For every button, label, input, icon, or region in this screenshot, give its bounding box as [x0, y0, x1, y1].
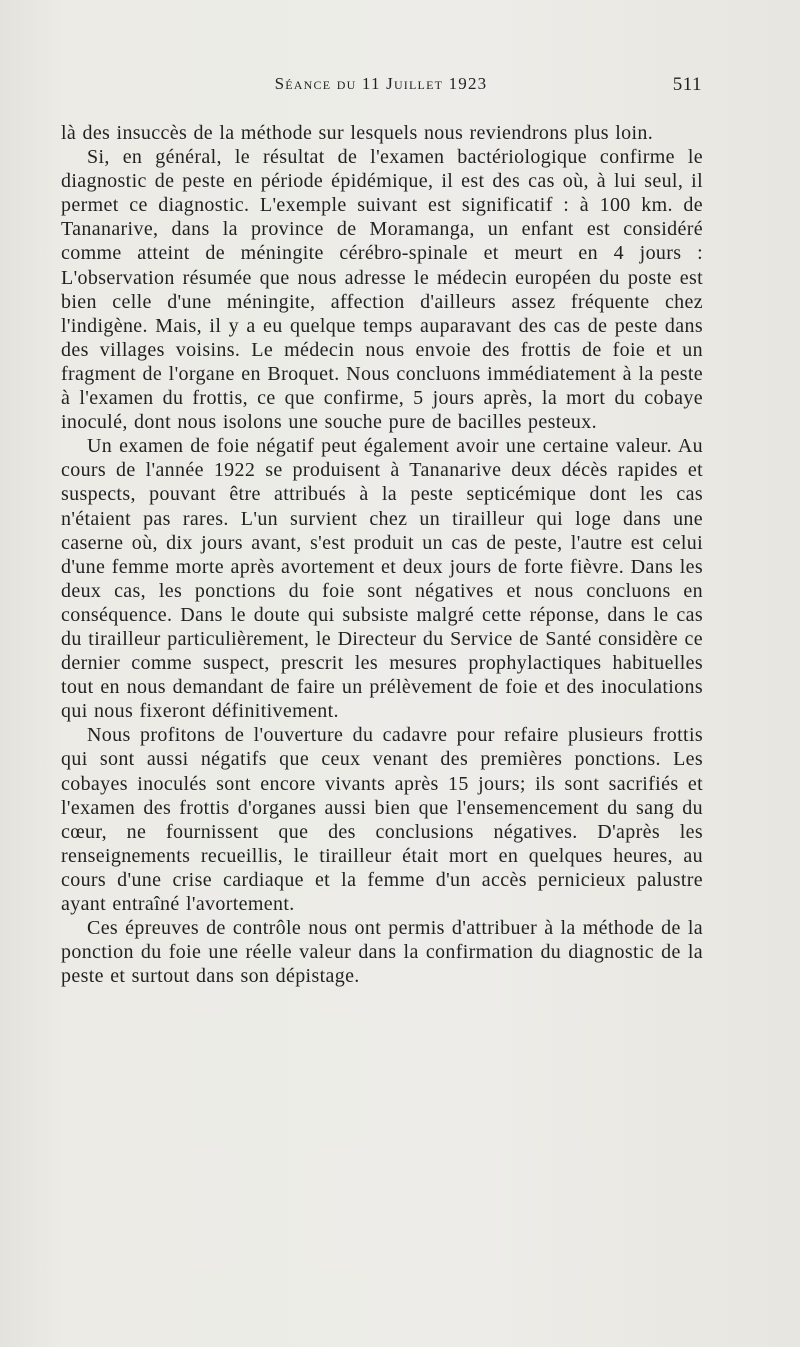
- running-head: Séance du 11 Juillet 1923: [274, 74, 488, 93]
- paragraph-bacteriological-exam: Si, en général, le résultat de l'examen bactériologique confirme le diagnostic de peste en période épidémique, il est des cas où, à lui seul, il permet ce diagnostic. L'exemple suivant est significatif : à 100 km. de Tananarive, dans la province de Moramanga, un enfant est considéré comme atteint de méningite cérébro-spinale et meurt en 4 jours : L'observation résumée que nous adresse le médecin européen du poste est bien celle d'une méningite, affection d'ailleurs assez fréquente chez l'indigène. Mais, il y a eu quelque temps auparavant des cas de peste dans des villages voisins. Le médecin nous envoie des frottis de foie et un fragment de l'organe en Broquet. Nous concluons immédiatement à la peste à l'examen du frottis, ce que confirme, 5 jours après, la mort du cobaye inoculé, dont nous isolons une souche pure de bacilles pesteux.: [61, 146, 703, 434]
- body-text: [61, 121, 703, 988]
- paragraph-negative-liver-exam: Un examen de foie négatif peut également avoir une certaine valeur. Au cours de l'année 1922 se produisent à Tananarive deux décès rapides et suspects, pouvant être attribués à la peste septicémique dont les cas n'étaient pas rares. L'un survient chez un tirailleur qui loge dans une caserne où, dix jours avant, s'est produit un cas de peste, l'autre est celui d'une femme morte après avortement et deux jours de forte fièvre. Dans les deux cas, les ponctions du foie sont négatives et nous concluons en conséquence. Dans le doute qui subsiste malgré cette réponse, dans le cas du tirailleur particulièrement, le Directeur du Service de Santé considère ce dernier comme suspect, prescrit les mesures prophylactiques habituelles tout en nous demandant de faire un prélèvement de foie et des inoculations qui nous fixeront définitivement.: [61, 435, 703, 723]
- paragraph-continuation: là des insuccès de la méthode sur lesquels nous reviendrons plus loin.: [61, 122, 654, 144]
- paragraph-autopsy-smears: Nous profitons de l'ouverture du cadavre pour refaire plusieurs frottis qui sont aussi négatifs que ceux venant des premières ponctions. Les cobayes inoculés sont encore vivants après 15 jours; ils sont sacrifiés et l'examen des frottis d'organes aussi bien que l'ensemencement du sang du cœur, ne fournissent que des conclusions négatives. D'après les renseignements recueillis, le tirailleur était mort en quelques heures, au cours d'une crise cardiaque et la femme d'un accès pernicieux palustre ayant entraîné l'avortement.: [61, 724, 703, 915]
- page-number: 511: [672, 74, 702, 95]
- page-header: [60, 74, 702, 102]
- paragraph-conclusion: Ces épreuves de contrôle nous ont permis d'attribuer à la méthode de la ponction du foie une réelle valeur dans la confirmation du diagnostic de la peste et surtout dans son dépistage.: [61, 917, 703, 988]
